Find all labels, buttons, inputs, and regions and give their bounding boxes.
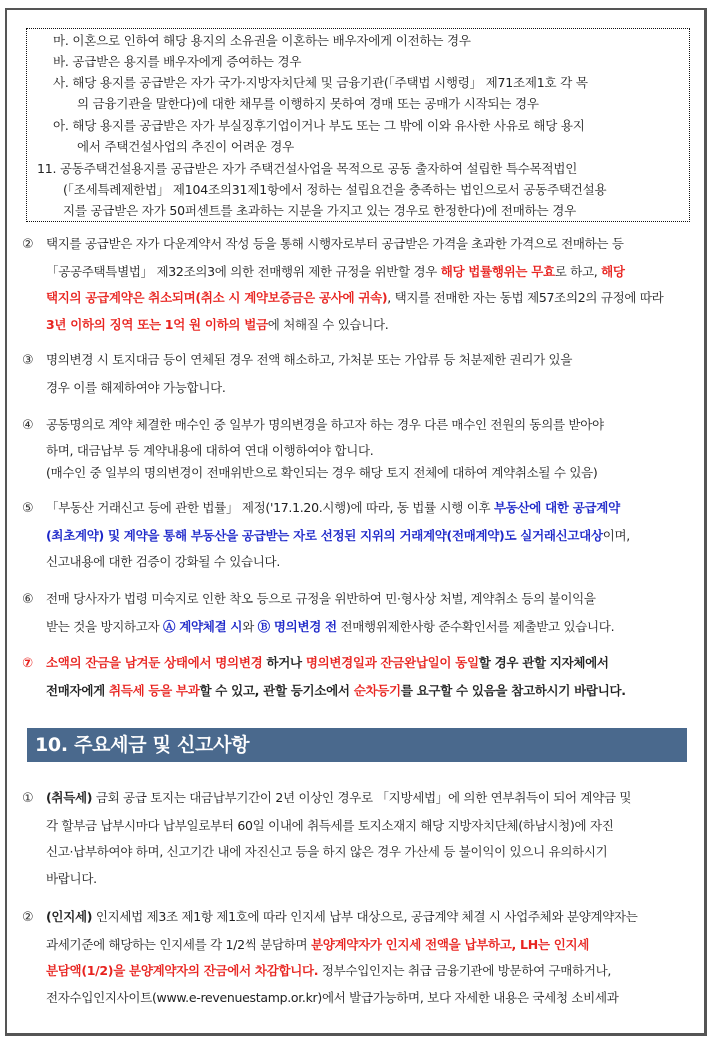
emphasis-red: 명의변경일과 잔금완납일이 동일 <box>305 655 479 670</box>
paragraph-4: ④ 공동명의로 계약 체결한 매수인 중 일부가 명의변경을 하고자 하는 경우 다른 매수인 전원의 동의를 받아야 하며, 대금납부 등 계약내용에 대하여 연대 이행하여야 합니다. (매수인 중 일부의 명의변경이 전매위반으로 확인되는 경우 해당 토지 전체에 대하여 계약취소될 수 있음) <box>22 412 690 484</box>
list-item-a-cont: 에서 주택건설사업의 추진이 어려운 경우 <box>77 139 294 154</box>
circled-number: ② <box>22 237 34 252</box>
circled-number: ⑦ <box>22 656 33 671</box>
circled-number: ① <box>22 791 34 806</box>
paragraph-7: ⑦ 소액의 잔금을 남겨둔 상태에서 명의변경 하거나 명의변경일과 잔금완납일이 동일할 경우 관할 지자체에서 전매자에게 취득세 등을 부과할 수 있고, 관할 등기소에서 순차등기를 요구할 수 있음을 참고하시기 바랍니다. <box>22 650 690 704</box>
paragraph-6: ⑥ 전매 당사자가 법령 미숙지로 인한 착오 등으로 규정을 위반하여 민·형사상 처벌, 계약취소 등의 불이익을 받는 것을 방지하고자 Ⓐ 계약체결 시와 Ⓑ 명의변경 전 전매행위제한사항 준수확인서를 제출받고 있습니다. <box>22 586 690 640</box>
list-item-sa: 사. 해당 용지를 공급받은 자가 국가·지방자치단체 및 금융기관(「주택법 시행령」 제71조제1호 각 목 <box>53 75 588 90</box>
list-item-ba: 바. 공급받은 용지를 배우자에게 증여하는 경우 <box>53 54 302 69</box>
emphasis-red: 해당 <box>601 263 625 279</box>
exception-list-box <box>26 28 690 222</box>
tax-label: (취득세) <box>46 790 93 805</box>
circled-number: ④ <box>22 418 34 433</box>
emphasis-blue: Ⓑ 명의변경 전 <box>257 618 337 634</box>
emphasis-blue: (최초계약) 및 계약을 통해 부동산을 공급받는 자로 선정된 지위의 거래계약(전매계약)도 실거래신고대상 <box>46 527 603 543</box>
tax-label: (인지세) <box>46 909 93 924</box>
list-item-11-cont2: 지를 공급받은 자가 50퍼센트를 초과하는 지분을 가지고 있는 경우로 한정한다)에 전매하는 경우 <box>63 203 576 218</box>
section-header: 10. 주요세금 및 신고사항 <box>27 728 687 762</box>
emphasis-red: 순차등기 <box>353 682 401 698</box>
list-item-ma: 마. 이혼으로 인하여 해당 용지의 소유권을 이혼하는 배우자에게 이전하는 경우 <box>53 33 471 48</box>
paragraph-2: ② 택지를 공급받은 자가 다운계약서 작성 등을 통해 시행자로부터 공급받은 가격을 초과한 가격으로 전매하는 등 「공공주택특별법」 제32조의3에 의한 전매행위 제한 규정을 위반할 경우 해당 법률행위는 무효로 하고, 해당 택지의 공급계약은 취소되며(취소 시 계약보증금은 공사에 귀속), 택지를 전매한 자는 동법 제57조의2의 규정에 따라 3년 이하의 징역 또는 1억 원 이하의 벌금에 처해질 수 있습니다. <box>22 231 690 338</box>
paragraph-3: ③ 명의변경 시 토지대금 등이 연체된 경우 전액 해소하고, 가처분 또는 가압류 등 처분제한 권리가 있을 경우 이를 해제하여야 가능합니다. <box>22 347 690 401</box>
circled-number: ② <box>22 910 34 925</box>
emphasis-blue: 부동산에 대한 공급계약 <box>493 500 620 515</box>
emphasis-red: 소액의 잔금을 남겨둔 상태에서 명의변경 <box>46 655 263 670</box>
emphasis-blue: Ⓐ 계약체결 시 <box>163 618 243 634</box>
emphasis-red: 분양계약자가 인지세 전액을 납부하고, LH는 인지세 <box>310 936 590 952</box>
emphasis-red: 3년 이하의 징역 또는 1억 원 이하의 벌금 <box>46 316 268 332</box>
emphasis-red: 분담액(1/2)을 분양계약자의 잔금에서 차감합니다. <box>46 963 319 978</box>
emphasis-red: 취득세 등을 부과 <box>108 682 200 698</box>
tax-item-stamp: ② (인지세) 인지세법 제3조 제1항 제1호에 따라 인지세 납부 대상으로, 공급계약 체결 시 사업주체와 분양계약자는 과세기준에 해당하는 인지세를 각 1/2씩 분담하며 분양계약자가 인지세 전액을 납부하고, LH는 인지세 분담액(1/2)을 분양계약자의 잔금에서 차감합니다. 정부수입인지는 취급 금융기관에 방문하여 구매하거나, 전자수입인지사이트(www.e-revenuestamp.or.kr)에서 발급가능하며, 보다 자세한 내용은 국세청 소비세과 <box>22 904 690 1011</box>
list-item-11: 11. 공동주택건설용지를 공급받은 자가 주택건설사업을 목적으로 공동 출자하여 설립한 특수목적법인 <box>37 161 578 176</box>
circled-number: ⑤ <box>22 501 34 516</box>
list-item-11-cont1: (「조세특례제한법」 제104조의31제1항에서 정하는 설립요건을 충족하는 법인으로서 공동주택건설용 <box>63 182 607 197</box>
list-item-sa-cont: 의 금융기관을 말한다)에 대한 채무를 이행하지 못하여 경매 또는 공매가 시작되는 경우 <box>77 96 539 111</box>
paragraph-5: ⑤ 「부동산 거래신고 등에 관한 법률」 제정('17.1.20.시행)에 따라, 동 법률 시행 이후 부동산에 대한 공급계약 (최초계약) 및 계약을 통해 부동산을 공급받는 자로 선정된 지위의 거래계약(전매계약)도 실거래신고대상이며, 신고내용에 대한 검증이 강화될 수 있습니다. <box>22 495 690 576</box>
emphasis-red: 해당 법률행위는 무효 <box>440 263 555 279</box>
circled-number: ③ <box>22 353 34 368</box>
emphasis-red: 택지의 공급계약은 취소되며(취소 시 계약보증금은 공사에 귀속) <box>46 290 388 305</box>
circled-number: ⑥ <box>22 592 34 607</box>
list-item-a: 아. 해당 용지를 공급받은 자가 부실징후기업이거나 부도 또는 그 밖에 이와 유사한 사유로 해당 용지 <box>53 118 585 133</box>
tax-item-acquisition: ① (취득세) 금회 공급 토지는 대금납부기간이 2년 이상인 경우로 「지방세법」에 의한 연부취득이 되어 계약금 및 각 할부금 납부시마다 납부일로부터 60일 이내에 취득세를 토지소재지 해당 지방자치단체(하남시청)에 자진 신고·납부하여야 하며, 신고기간 내에 자진신고 등을 하지 않은 경우 가산세 등 불이익이 있으니 유의하시기 바랍니다. <box>22 785 690 892</box>
